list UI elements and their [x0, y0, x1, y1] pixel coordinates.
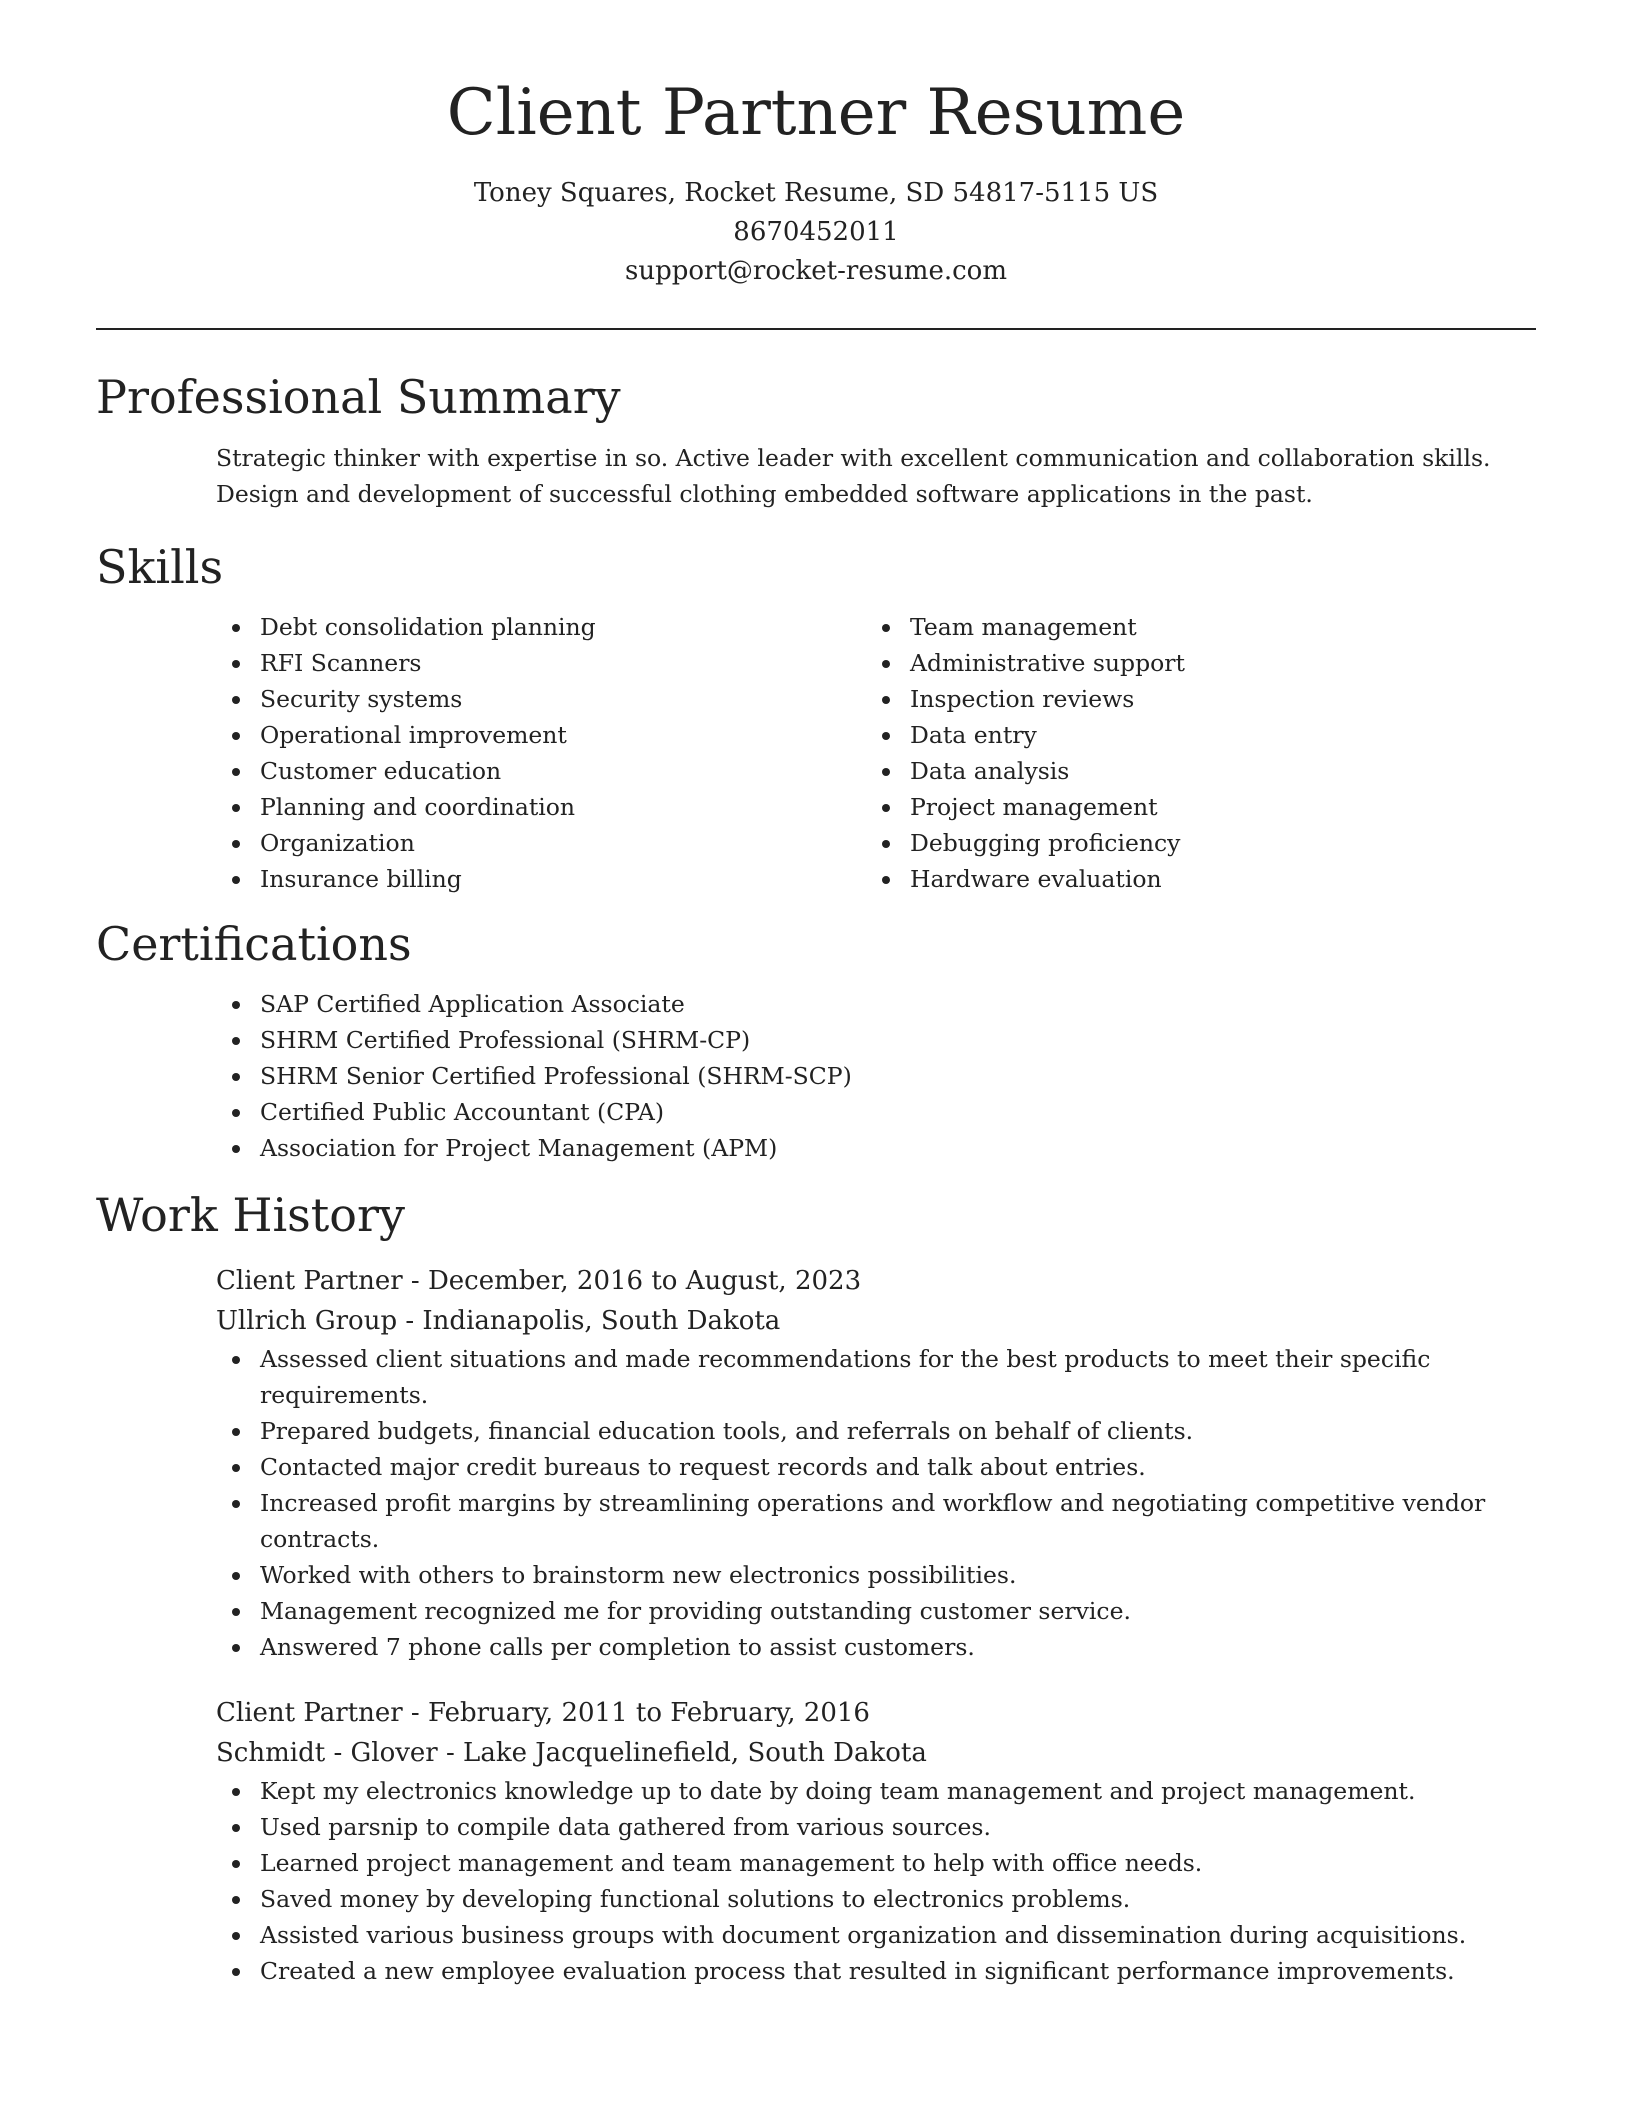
skill-item: Customer education	[216, 753, 866, 789]
skill-item: Planning and coordination	[216, 789, 866, 825]
job-company-line: Schmidt - Glover - Lake Jacquelinefield, South Dakota	[216, 1738, 927, 1769]
skills-column-left	[216, 609, 866, 897]
job-bullet: Assisted various business groups with document organization and dissemination during acquisitions.	[216, 1917, 1536, 1953]
skill-item: Project management	[866, 789, 1516, 825]
summary-line: Strategic thinker with expertise in so. Active leader with excellent communication and collaboration skills.	[216, 443, 1491, 472]
skill-item: Security systems	[216, 681, 866, 717]
skill-item: RFI Scanners	[216, 645, 866, 681]
skill-item: Data entry	[866, 717, 1516, 753]
job-bullet: Created a new employee evaluation process that resulted in significant performance improvements.	[216, 1953, 1536, 1989]
summary-heading: Professional Summary	[96, 370, 621, 425]
contact-address: Toney Squares, Rocket Resume, SD 54817-5115 US	[473, 178, 1159, 209]
certifications-list-wrap	[216, 986, 1536, 1166]
certification-item: Association for Project Management (APM)	[216, 1130, 1536, 1166]
certification-item: Certified Public Accountant (CPA)	[216, 1094, 1536, 1130]
certification-item: SHRM Senior Certified Professional (SHRM-SCP)	[216, 1058, 1536, 1094]
job-bullet: Prepared budgets, financial education tools, and referrals on behalf of clients.	[216, 1413, 1536, 1449]
job-bullet: Assessed client situations and made recommendations for the best products to meet their specific requirements.	[216, 1341, 1536, 1413]
skill-item: Team management	[866, 609, 1516, 645]
certifications-heading: Certifications	[96, 916, 412, 971]
job-bullet: Kept my electronics knowledge up to date by doing team management and project management.	[216, 1773, 1536, 1809]
job-bullet: Contacted major credit bureaus to request records and talk about entries.	[216, 1449, 1536, 1485]
skills-list-left	[216, 609, 866, 897]
contact-email: support@rocket-resume.com	[624, 256, 1007, 287]
header-divider	[96, 328, 1536, 330]
certifications-list	[216, 986, 1536, 1166]
job-bullets	[216, 1773, 1536, 1989]
job-bullet: Answered 7 phone calls per completion to assist customers.	[216, 1629, 1536, 1665]
skill-item: Data analysis	[866, 753, 1516, 789]
job-bullet: Worked with others to brainstorm new electronics possibilities.	[216, 1557, 1536, 1593]
job-bullets	[216, 1341, 1536, 1665]
skill-item: Debugging proficiency	[866, 825, 1516, 861]
certification-item: SHRM Certified Professional (SHRM-CP)	[216, 1022, 1536, 1058]
job-company-line: Ullrich Group - Indianapolis, South Dakota	[216, 1306, 781, 1337]
work-history-heading: Work History	[96, 1187, 405, 1242]
job-entry	[216, 1693, 1536, 1989]
skill-item: Insurance billing	[216, 861, 866, 897]
skill-item: Debt consolidation planning	[216, 609, 866, 645]
page-title: Client Partner Resume	[446, 76, 1186, 150]
skill-item: Administrative support	[866, 645, 1516, 681]
skills-column-right	[866, 609, 1516, 897]
contact-phone: 8670452011	[733, 217, 899, 248]
job-bullet: Management recognized me for providing outstanding customer service.	[216, 1593, 1536, 1629]
job-title-line: Client Partner - February, 2011 to February, 2016	[216, 1698, 870, 1729]
skill-item: Inspection reviews	[866, 681, 1516, 717]
job-bullet: Saved money by developing functional solutions to electronics problems.	[216, 1881, 1536, 1917]
job-entry	[216, 1261, 1536, 1665]
contact-info	[96, 174, 1536, 291]
skill-item: Operational improvement	[216, 717, 866, 753]
skill-item: Hardware evaluation	[866, 861, 1516, 897]
summary-line: Design and development of successful clothing embedded software applications in the past.	[216, 479, 1313, 508]
job-bullet: Learned project management and team management to help with office needs.	[216, 1845, 1536, 1881]
job-bullet: Used parsnip to compile data gathered from various sources.	[216, 1809, 1536, 1845]
job-bullet: Increased profit margins by streamlining operations and workflow and negotiating competitive vendor contracts.	[216, 1485, 1536, 1557]
skills-heading: Skills	[96, 539, 224, 594]
summary-text	[216, 440, 1536, 512]
resume-header	[96, 0, 1536, 291]
certification-item: SAP Certified Application Associate	[216, 986, 1536, 1022]
skills-list-right	[866, 609, 1516, 897]
skill-item: Organization	[216, 825, 866, 861]
skills-grid	[216, 609, 1536, 897]
job-title-line: Client Partner - December, 2016 to August, 2023	[216, 1266, 862, 1297]
